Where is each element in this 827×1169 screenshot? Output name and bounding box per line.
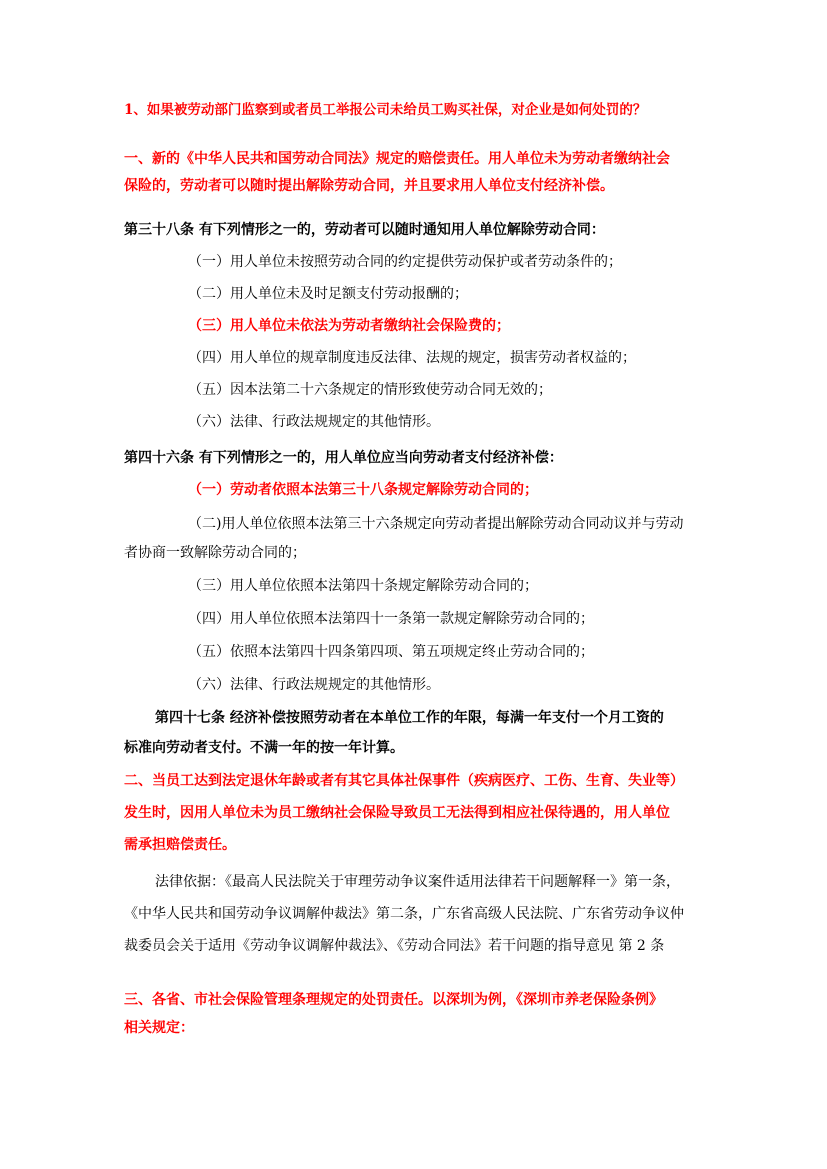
legal-basis-line3: 裁委员会关于适用《劳动争议调解仲裁法》、《劳动合同法》若干问题的指导意见 第 2 条 [124, 938, 665, 954]
section2-line2: 发生时，因用人单位未为员工缴纳社会保险导致员工无法得到相应社保待遇的，用人单位 [124, 805, 670, 821]
article38-heading: 第三十八条 有下列情形之一的，劳动者可以随时通知用人单位解除劳动合同： [124, 222, 605, 238]
article46-item: （四）用人单位依照本法第四十一条第一款规定解除劳动合同的； [188, 611, 594, 627]
article38-item: （二）用人单位未及时足额支付劳动报酬的； [188, 286, 468, 302]
section1-line2: 保险的，劳动者可以随时提出解除劳动合同，并且要求用人单位支付经济补偿。 [124, 178, 614, 194]
article38-item: （一）用人单位未按照劳动合同的约定提供劳动保护或者劳动条件的； [188, 254, 622, 270]
article38-item: （六）法律、行政法规规定的其他情形。 [188, 414, 440, 430]
section2-line1: 二、当员工达到法定退休年龄或者有其它具体社保事件（疾病医疗、工伤、生育、失业等） [124, 773, 684, 789]
article46-item: （五）依照本法第四十四条第四项、第五项规定终止劳动合同的； [188, 644, 594, 660]
article46-heading: 第四十六条 有下列情形之一的，用人单位应当向劳动者支付经济补偿： [124, 450, 563, 466]
article47-line1: 第四十七条 经济补偿按照劳动者在本单位工作的年限，每满一年支付一个月工资的 [155, 710, 664, 726]
section1-line1: 一、新的《中华人民共和国劳动合同法》规定的赔偿责任。用人单位未为劳动者缴纳社会 [124, 151, 670, 167]
legal-basis-line1: 法律依据：《最高人民法院关于审理劳动争议案件适用法律若干问题解释一》第一条， [155, 874, 680, 890]
article46-item: （二)用人单位依照本法第三十六条规定向劳动者提出解除劳动合同动议并与劳动 [188, 516, 684, 532]
article46-item: （三）用人单位依照本法第四十条规定解除劳动合同的； [188, 578, 538, 594]
article47-line2: 标准向劳动者支付。不满一年的按一年计算。 [124, 740, 404, 756]
article38-item: （四）用人单位的规章制度违反法律、法规的规定，损害劳动者权益的； [188, 350, 636, 366]
article46-item: （六）法律、行政法规规定的其他情形。 [188, 677, 440, 693]
section3-line2: 相关规定： [124, 1020, 194, 1036]
section3-line1: 三、各省、市社会保险管理条理规定的处罚责任。以深圳为例，《深圳市养老保险条例》 [124, 992, 663, 1008]
section2-line3: 需承担赔偿责任。 [124, 837, 236, 853]
article38-item-highlight: （三）用人单位未依法为劳动者缴纳社会保险费的； [188, 318, 510, 334]
article46-item-continued: 者协商一致解除劳动合同的； [124, 545, 306, 561]
legal-basis-line2: 《中华人民共和国劳动争议调解仲裁法》第二条，广东省高级人民法院、广东省劳动争议仲 [124, 906, 684, 922]
article38-item: （五）因本法第二十六条规定的情形致使劳动合同无效的； [188, 382, 552, 398]
question-heading: 1、如果被劳动部门监察到或者员工举报公司未给员工购买社保，对企业是如何处罚的？ [124, 102, 647, 118]
article46-item-highlight: （一）劳动者依照本法第三十八条规定解除劳动合同的； [188, 482, 538, 498]
